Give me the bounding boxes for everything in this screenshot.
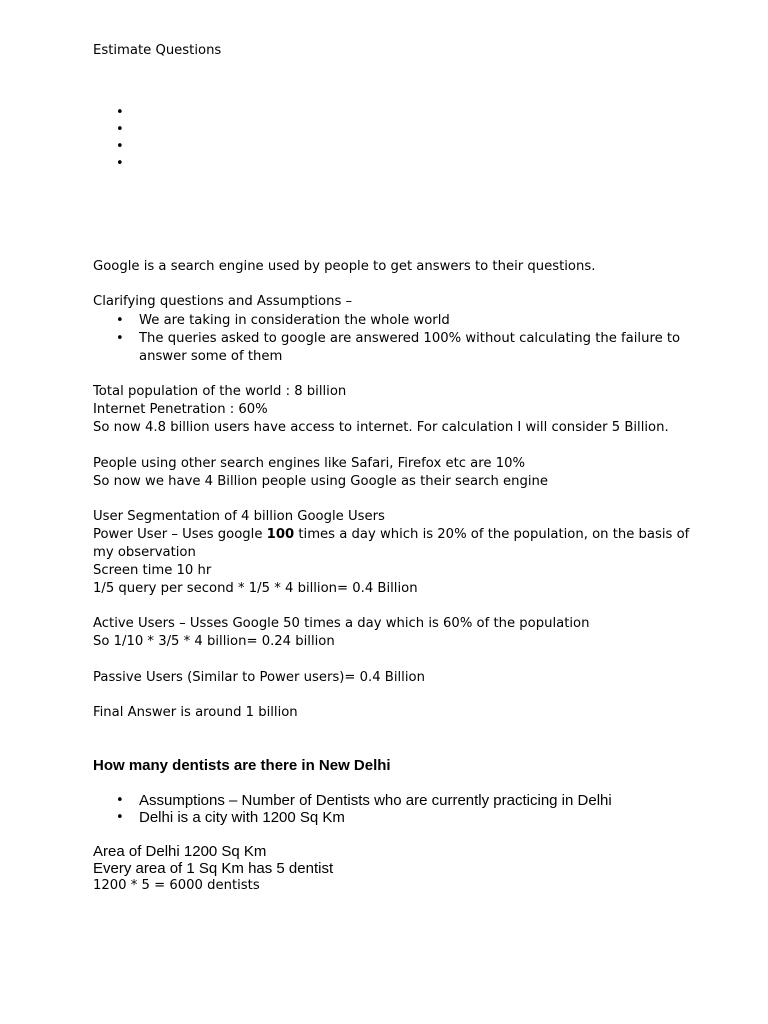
- users-access-line: So now 4.8 billion users have access to internet. For calculation I will consider 5 Billion.: [93, 420, 669, 435]
- penetration-line: Internet Penetration : 60%: [93, 402, 268, 417]
- power-calc-line: 1/5 query per second * 1/5 * 4 billion= 0.4 Billion: [93, 581, 418, 596]
- bullet-marker: •: [116, 793, 124, 808]
- assumption-item: We are taking in consideration the whole world: [139, 313, 450, 328]
- bullet-marker: •: [116, 313, 124, 328]
- dentist-density-line: Every area of 1 Sq Km has 5 dentist: [93, 860, 334, 877]
- final-answer-line: Final Answer is around 1 billion: [93, 705, 298, 720]
- power-user-prefix: Power User – Uses google: [93, 527, 267, 542]
- document-title: Estimate Questions: [93, 43, 222, 58]
- active-calc-line: So 1/10 * 3/5 * 4 billion= 0.24 billion: [93, 634, 335, 649]
- dentist-calc-line: 1200 * 5 = 6000 dentists: [93, 878, 260, 893]
- active-users-line: Active Users – Usses Google 50 times a day which is 60% of the population: [93, 616, 590, 631]
- population-line: Total population of the world : 8 billion: [93, 384, 347, 399]
- clarify-heading: Clarifying questions and Assumptions –: [93, 294, 353, 309]
- bullet-marker: •: [116, 810, 124, 825]
- dentist-assumption-item: Assumptions – Number of Dentists who are currently practicing in Delhi: [139, 792, 612, 809]
- passive-users-line: Passive Users (Similar to Power users)= 0.4 Billion: [93, 670, 425, 685]
- empty-bullet: •: [116, 156, 124, 171]
- assumption-item-continued: answer some of them: [139, 349, 283, 364]
- power-user-suffix: times a day which is 20% of the population, on the basis of: [294, 527, 690, 542]
- empty-bullet: •: [116, 139, 124, 154]
- dentists-heading: How many dentists are there in New Delhi: [93, 757, 391, 774]
- google-users-line: So now we have 4 Billion people using Google as their search engine: [93, 474, 549, 489]
- segmentation-line: User Segmentation of 4 billion Google Users: [93, 509, 385, 524]
- observation-line: my observation: [93, 545, 196, 560]
- other-engines-line: People using other search engines like Safari, Firefox etc are 10%: [93, 456, 526, 471]
- power-user-line: [93, 526, 689, 544]
- empty-bullet: •: [116, 122, 124, 137]
- google-intro: Google is a search engine used by people to get answers to their questions.: [93, 259, 596, 274]
- power-user-count: 100: [266, 527, 295, 542]
- bullet-marker: •: [116, 331, 124, 346]
- screen-time-line: Screen time 10 hr: [93, 563, 212, 578]
- dentist-assumption-item: Delhi is a city with 1200 Sq Km: [139, 809, 345, 826]
- assumption-item: The queries asked to google are answered 100% without calculating the failure to: [139, 331, 681, 346]
- empty-bullet: •: [116, 105, 124, 120]
- delhi-area-line: Area of Delhi 1200 Sq Km: [93, 843, 267, 860]
